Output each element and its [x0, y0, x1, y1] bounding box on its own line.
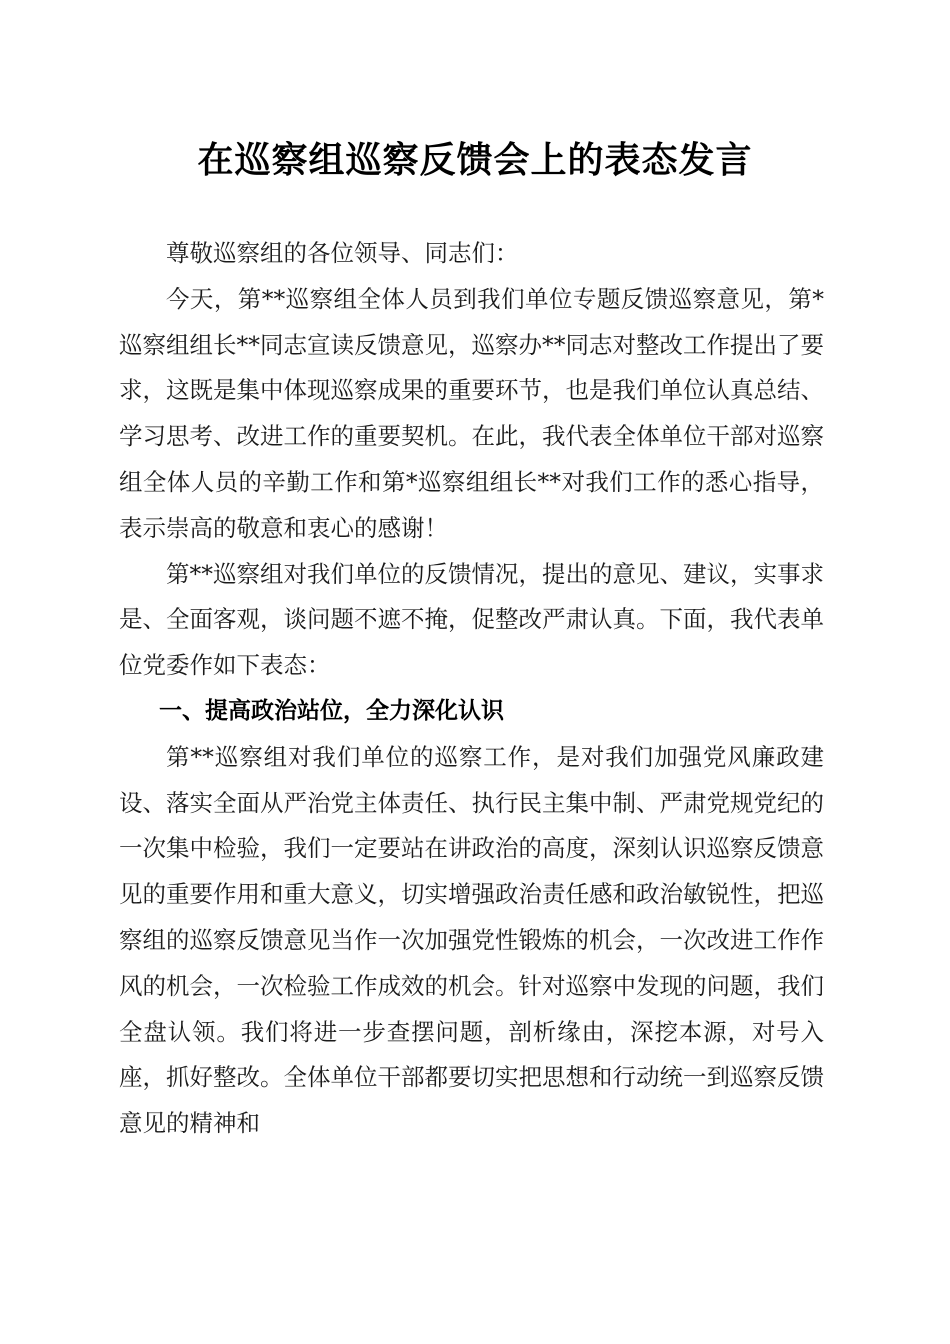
document-body	[119, 231, 824, 1147]
paragraph-opening: 今天，第**巡察组全体人员到我们单位专题反馈巡察意见，第*巡察组组长**同志宣读反馈意见，巡察办**同志对整改工作提出了要求，这既是集中体现巡察成果的重要环节，也是我们单位认真总结、学习思考、改进工作的重要契机。在此，我代表全体单位干部对巡察组全体人员的辛勤工作和第*巡察组组长**对我们工作的悉心指导，表示崇高的敬意和衷心的感谢！	[119, 284, 824, 542]
paragraph-statement: 第**巡察组对我们单位的反馈情况，提出的意见、建议，实事求是、全面客观，谈问题不遮不掩，促整改严肃认真。下面，我代表单位党委作如下表态：	[119, 559, 824, 680]
salutation: 尊敬巡察组的各位领导、同志们：	[166, 239, 519, 267]
section-paragraph: 第**巡察组对我们单位的巡察工作，是对我们加强党风廉政建设、落实全面从严治党主体责任、执行民主集中制、严肃党规党纪的一次集中检验，我们一定要站在讲政治的高度，深刻认识巡察反馈意见的重要作用和重大意义，切实增强政治责任感和政治敏锐性，把巡察组的巡察反馈意见当作一次加强党性锻炼的机会，一次改进工作作风的机会，一次检验工作成效的机会。针对巡察中发现的问题，我们全盘认领。我们将进一步查摆问题，剖析缘由，深挖本源，对号入座，抓好整改。全体单位干部都要切实把思想和行动统一到巡察反馈意见的精神和	[119, 742, 824, 1138]
document-title: 在巡察组巡察反馈会上的表态发言	[197, 139, 753, 181]
section-heading: 一、提高政治站位，全力深化认识	[159, 697, 504, 724]
